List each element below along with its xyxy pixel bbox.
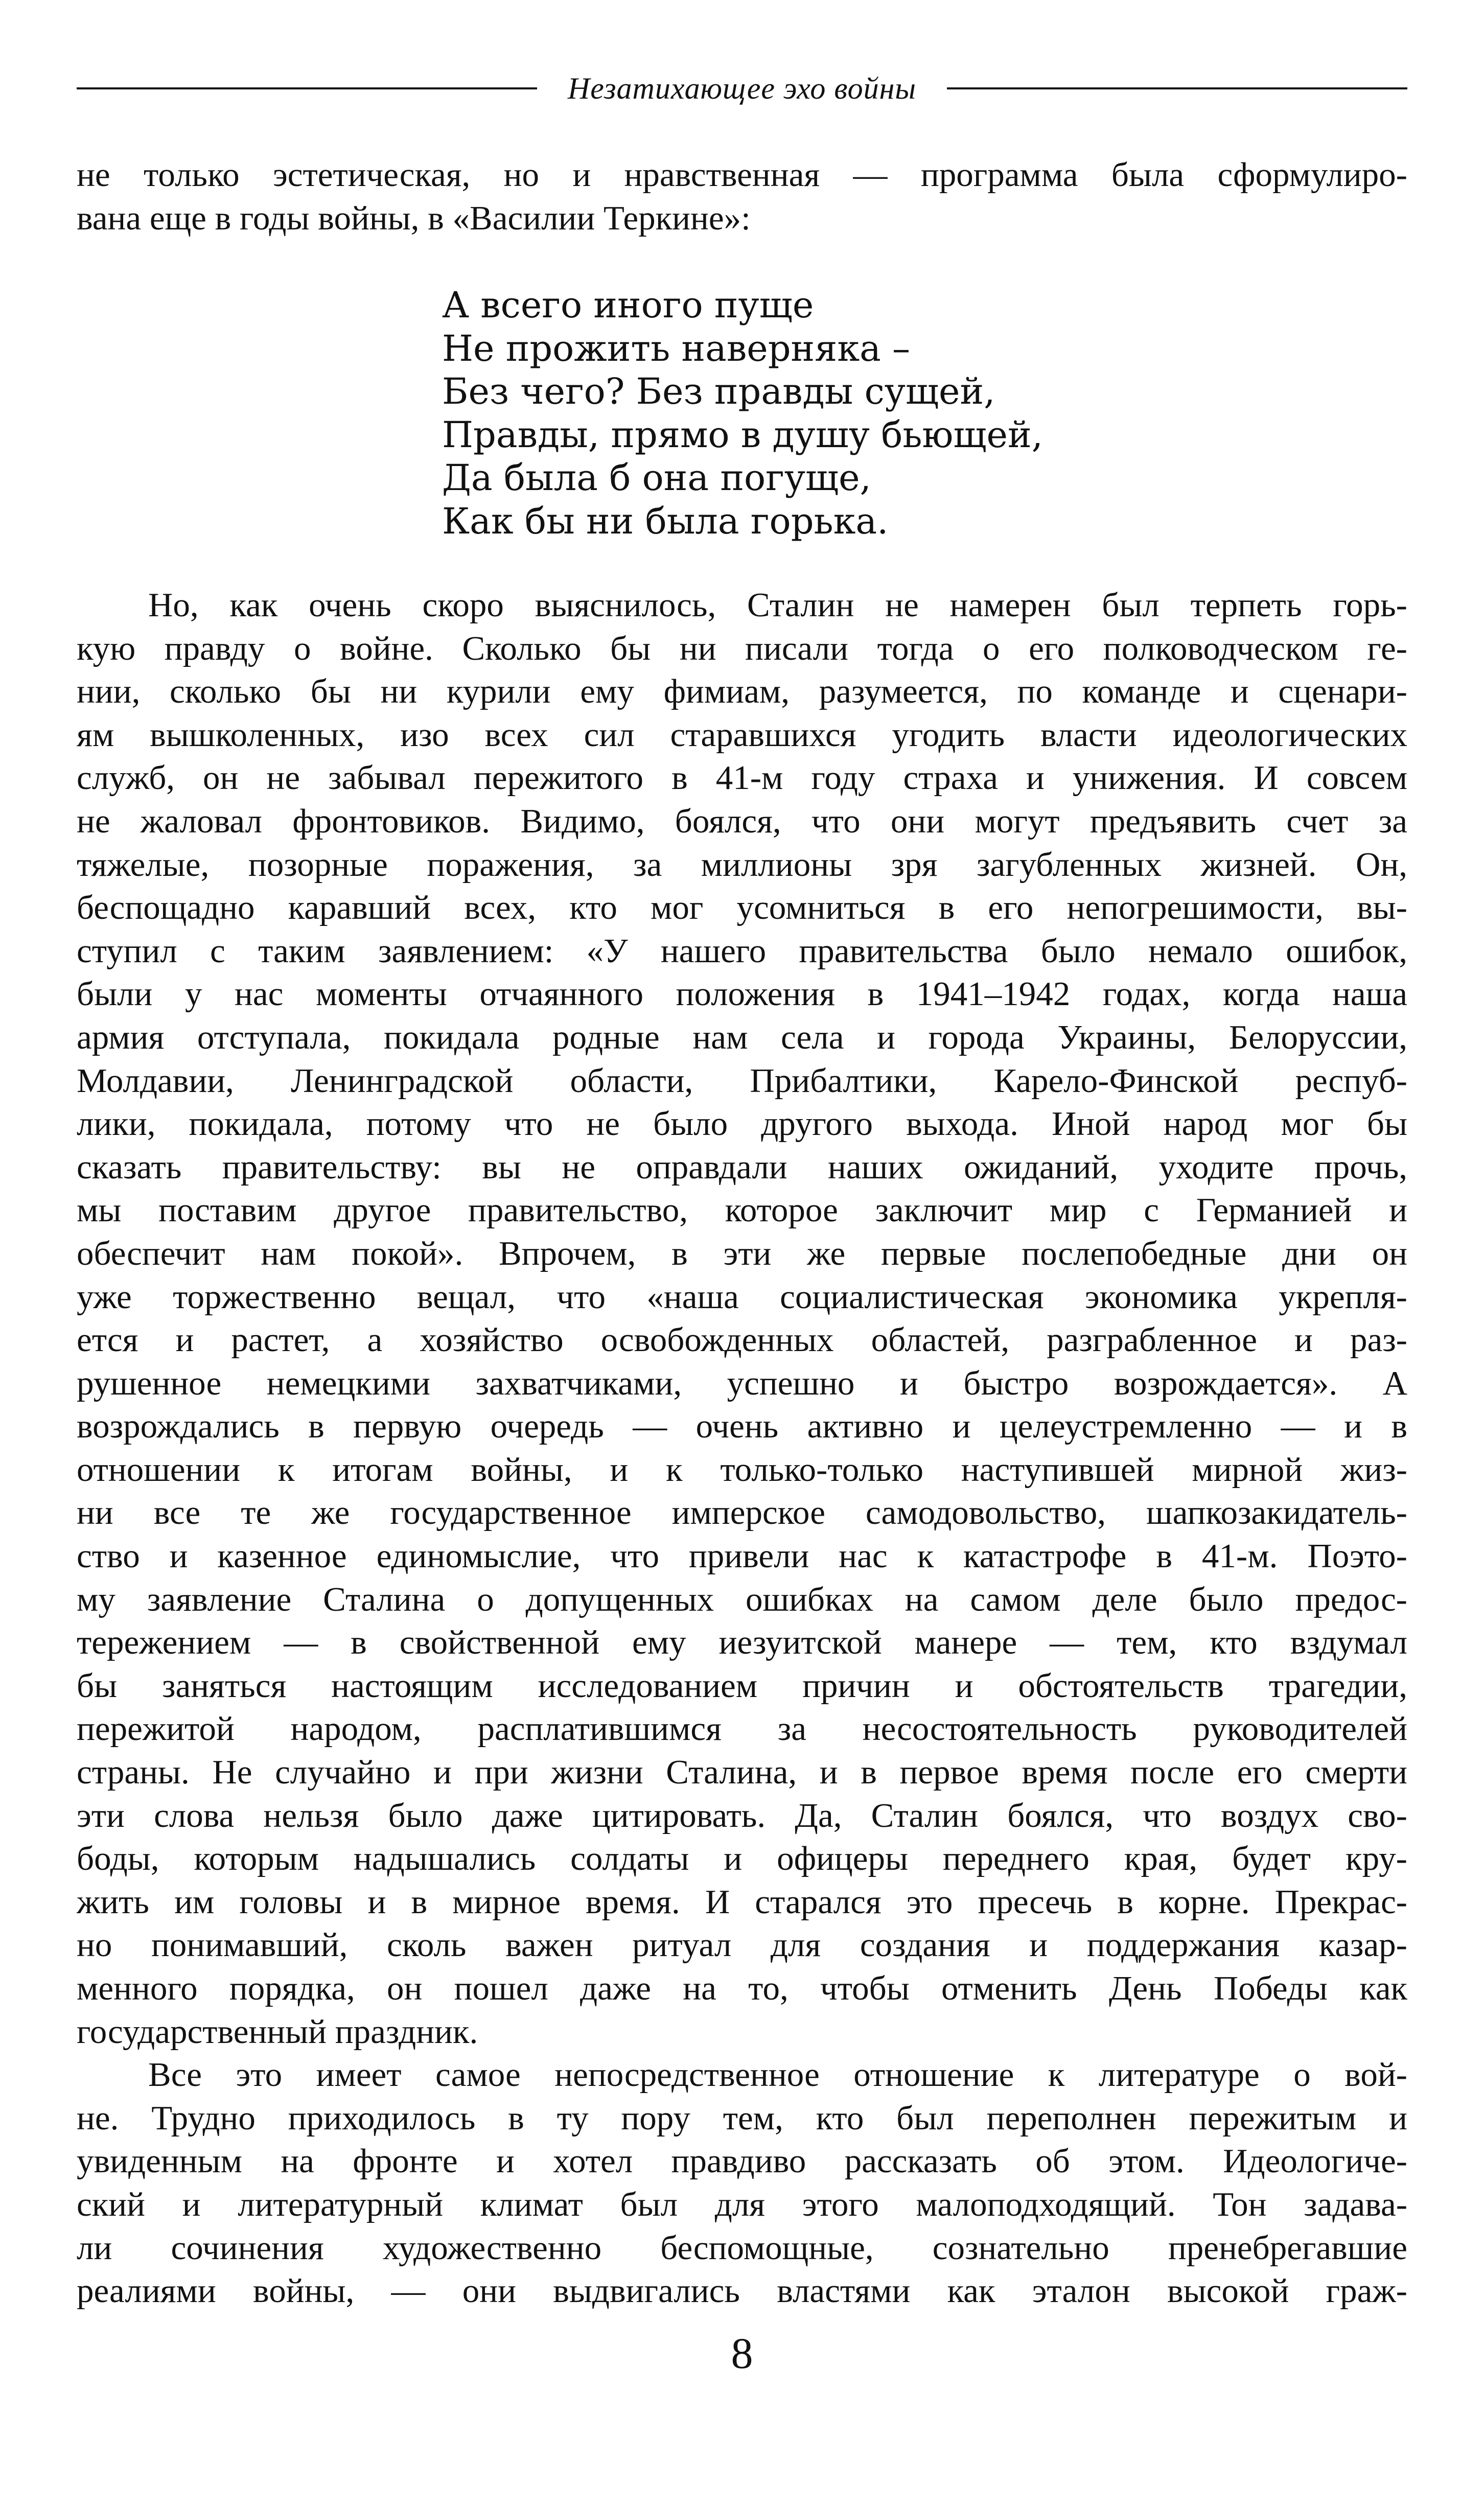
text-line: не только эстетическая, но и нравственная — программа была сформулиро- xyxy=(77,156,1407,194)
text-line: рушенное немецкими захватчиками, успешно и быстро возрождается». А xyxy=(77,1364,1407,1402)
text-line: беспощадно каравший всех, кто мог усомниться в его непогрешимости, вы- xyxy=(77,889,1407,927)
header-rule-left xyxy=(77,87,537,89)
poem-line: Без чего? Без правды сущей, xyxy=(442,370,995,413)
text-line: тережением — в свойственной ему иезуитской манере — тем, кто вздумал xyxy=(77,1623,1407,1662)
text-line: Все это имеет самое непосредственное отношение к литературе о вой- xyxy=(148,2056,1407,2094)
text-line: ство и казенное единомыслие, что привели нас к катастрофе в 41-м. Поэто- xyxy=(77,1537,1407,1575)
text-line: были у нас моменты отчаянного положения в 1941–1942 годах, когда наша xyxy=(77,975,1407,1013)
running-header-title: Незатихающее эхо войны xyxy=(567,71,917,105)
paragraph-2 xyxy=(77,2053,1407,2313)
text-line: Но, как очень скоро выяснилось, Сталин не намерен был терпеть горь- xyxy=(148,586,1407,624)
text-line: вана еще в годы войны, в «Василии Теркине»: xyxy=(77,199,751,237)
text-line: ступил с таким заявлением: «У нашего правительства было немало ошибок, xyxy=(77,932,1407,970)
text-line: ский и литературный климат был для этого малоподходящий. Тон задава- xyxy=(77,2185,1407,2223)
text-line: обеспечит нам покой». Впрочем, в эти же первые послепобедные дни он xyxy=(77,1234,1407,1272)
text-line: боды, которым надышались солдаты и офицеры переднего края, будет кру- xyxy=(77,1840,1407,1878)
body-text-top xyxy=(77,153,1407,240)
text-line: не. Трудно приходилось в ту пору тем, кто был переполнен пережитым и xyxy=(77,2099,1407,2137)
poem-line: Да была б она погуще, xyxy=(442,457,871,499)
poem-line: Не прожить наверняка – xyxy=(442,327,911,369)
text-line: уже торжественно вещал, что «наша социалистическая экономика укрепля- xyxy=(77,1278,1407,1316)
text-line: армия отступала, покидала родные нам села и города Украины, Белоруссии, xyxy=(77,1018,1407,1056)
text-line: сказать правительству: вы не оправдали наших ожиданий, уходите прочь, xyxy=(77,1148,1407,1186)
text-line: тяжелые, позорные поражения, за миллионы зря загубленных жизней. Он, xyxy=(77,845,1407,884)
body-text-main xyxy=(77,584,1407,2313)
text-line: ется и растет, а хозяйство освобожденных областей, разграбленное и раз- xyxy=(77,1321,1407,1359)
text-line: ни все те же государственное имперское самодовольство, шапкозакидатель- xyxy=(77,1494,1407,1532)
text-line: реалиями войны, — они выдвигались властями как эталон высокой граж- xyxy=(77,2272,1407,2310)
text-line: страны. Не случайно и при жизни Сталина, и в первое время после его смерти xyxy=(77,1753,1407,1792)
header-rule-right xyxy=(947,87,1407,89)
text-line: менного порядка, он пошел даже на то, чтобы отменить День Победы как xyxy=(77,1969,1407,2007)
running-header xyxy=(77,65,1407,111)
text-line: ям вышколенных, изо всех сил старавшихся угодить власти идеологических xyxy=(77,715,1407,754)
text-line: отношении к итогам войны, и к только-только наступившей мирной жиз- xyxy=(77,1450,1407,1489)
text-line: увиденным на фронте и хотел правдиво рассказать об этом. Идеологиче- xyxy=(77,2142,1407,2180)
text-line: эти слова нельзя было даже цитировать. Да, Сталин боялся, что воздух сво- xyxy=(77,1796,1407,1834)
text-line: бы заняться настоящим исследованием причин и обстоятельств трагедии, xyxy=(77,1666,1407,1705)
poem-line: А всего иного пуще xyxy=(442,284,814,326)
page-number: 8 xyxy=(731,2329,753,2378)
text-line: Молдавии, Ленинградской области, Прибалтики, Карело-Финской респуб- xyxy=(77,1061,1407,1100)
text-line: пережитой народом, расплатившимся за несостоятельность руководителей xyxy=(77,1710,1407,1748)
text-line: но понимавший, сколь важен ритуал для создания и поддержания казар- xyxy=(77,1926,1407,1964)
text-line: не жаловал фронтовиков. Видимо, боялся, что они могут предъявить счет за xyxy=(77,802,1407,840)
text-line: мы поставим другое правительство, которое заключит мир с Германией и xyxy=(77,1191,1407,1229)
text-line: лики, покидала, потому что не было другого выхода. Иной народ мог бы xyxy=(77,1105,1407,1143)
poem-line: Как бы ни была горька. xyxy=(442,500,889,542)
text-line: жить им головы и в мирное время. И старался это пресечь в корне. Прекрас- xyxy=(77,1883,1407,1921)
poem-quote xyxy=(442,284,1043,543)
poem-line: Правды, прямо в душу бьющей, xyxy=(442,413,1043,456)
paragraph-1 xyxy=(77,584,1407,2053)
text-line: кую правду о войне. Сколько бы ни писали тогда о его полководческом ге- xyxy=(77,629,1407,667)
text-line: нии, сколько бы ни курили ему фимиам, разумеется, по команде и сценари- xyxy=(77,672,1407,711)
text-line: государственный праздник. xyxy=(77,2012,478,2051)
text-line: ли сочинения художественно беспомощные, сознательно пренебрегавшие xyxy=(77,2228,1407,2267)
text-line: му заявление Сталина о допущенных ошибках на самом деле было предос- xyxy=(77,1580,1407,1618)
text-line: служб, он не забывал пережитого в 41-м году страха и унижения. И совсем xyxy=(77,759,1407,797)
text-line: возрождались в первую очередь — очень активно и целеустремленно — и в xyxy=(77,1407,1407,1446)
